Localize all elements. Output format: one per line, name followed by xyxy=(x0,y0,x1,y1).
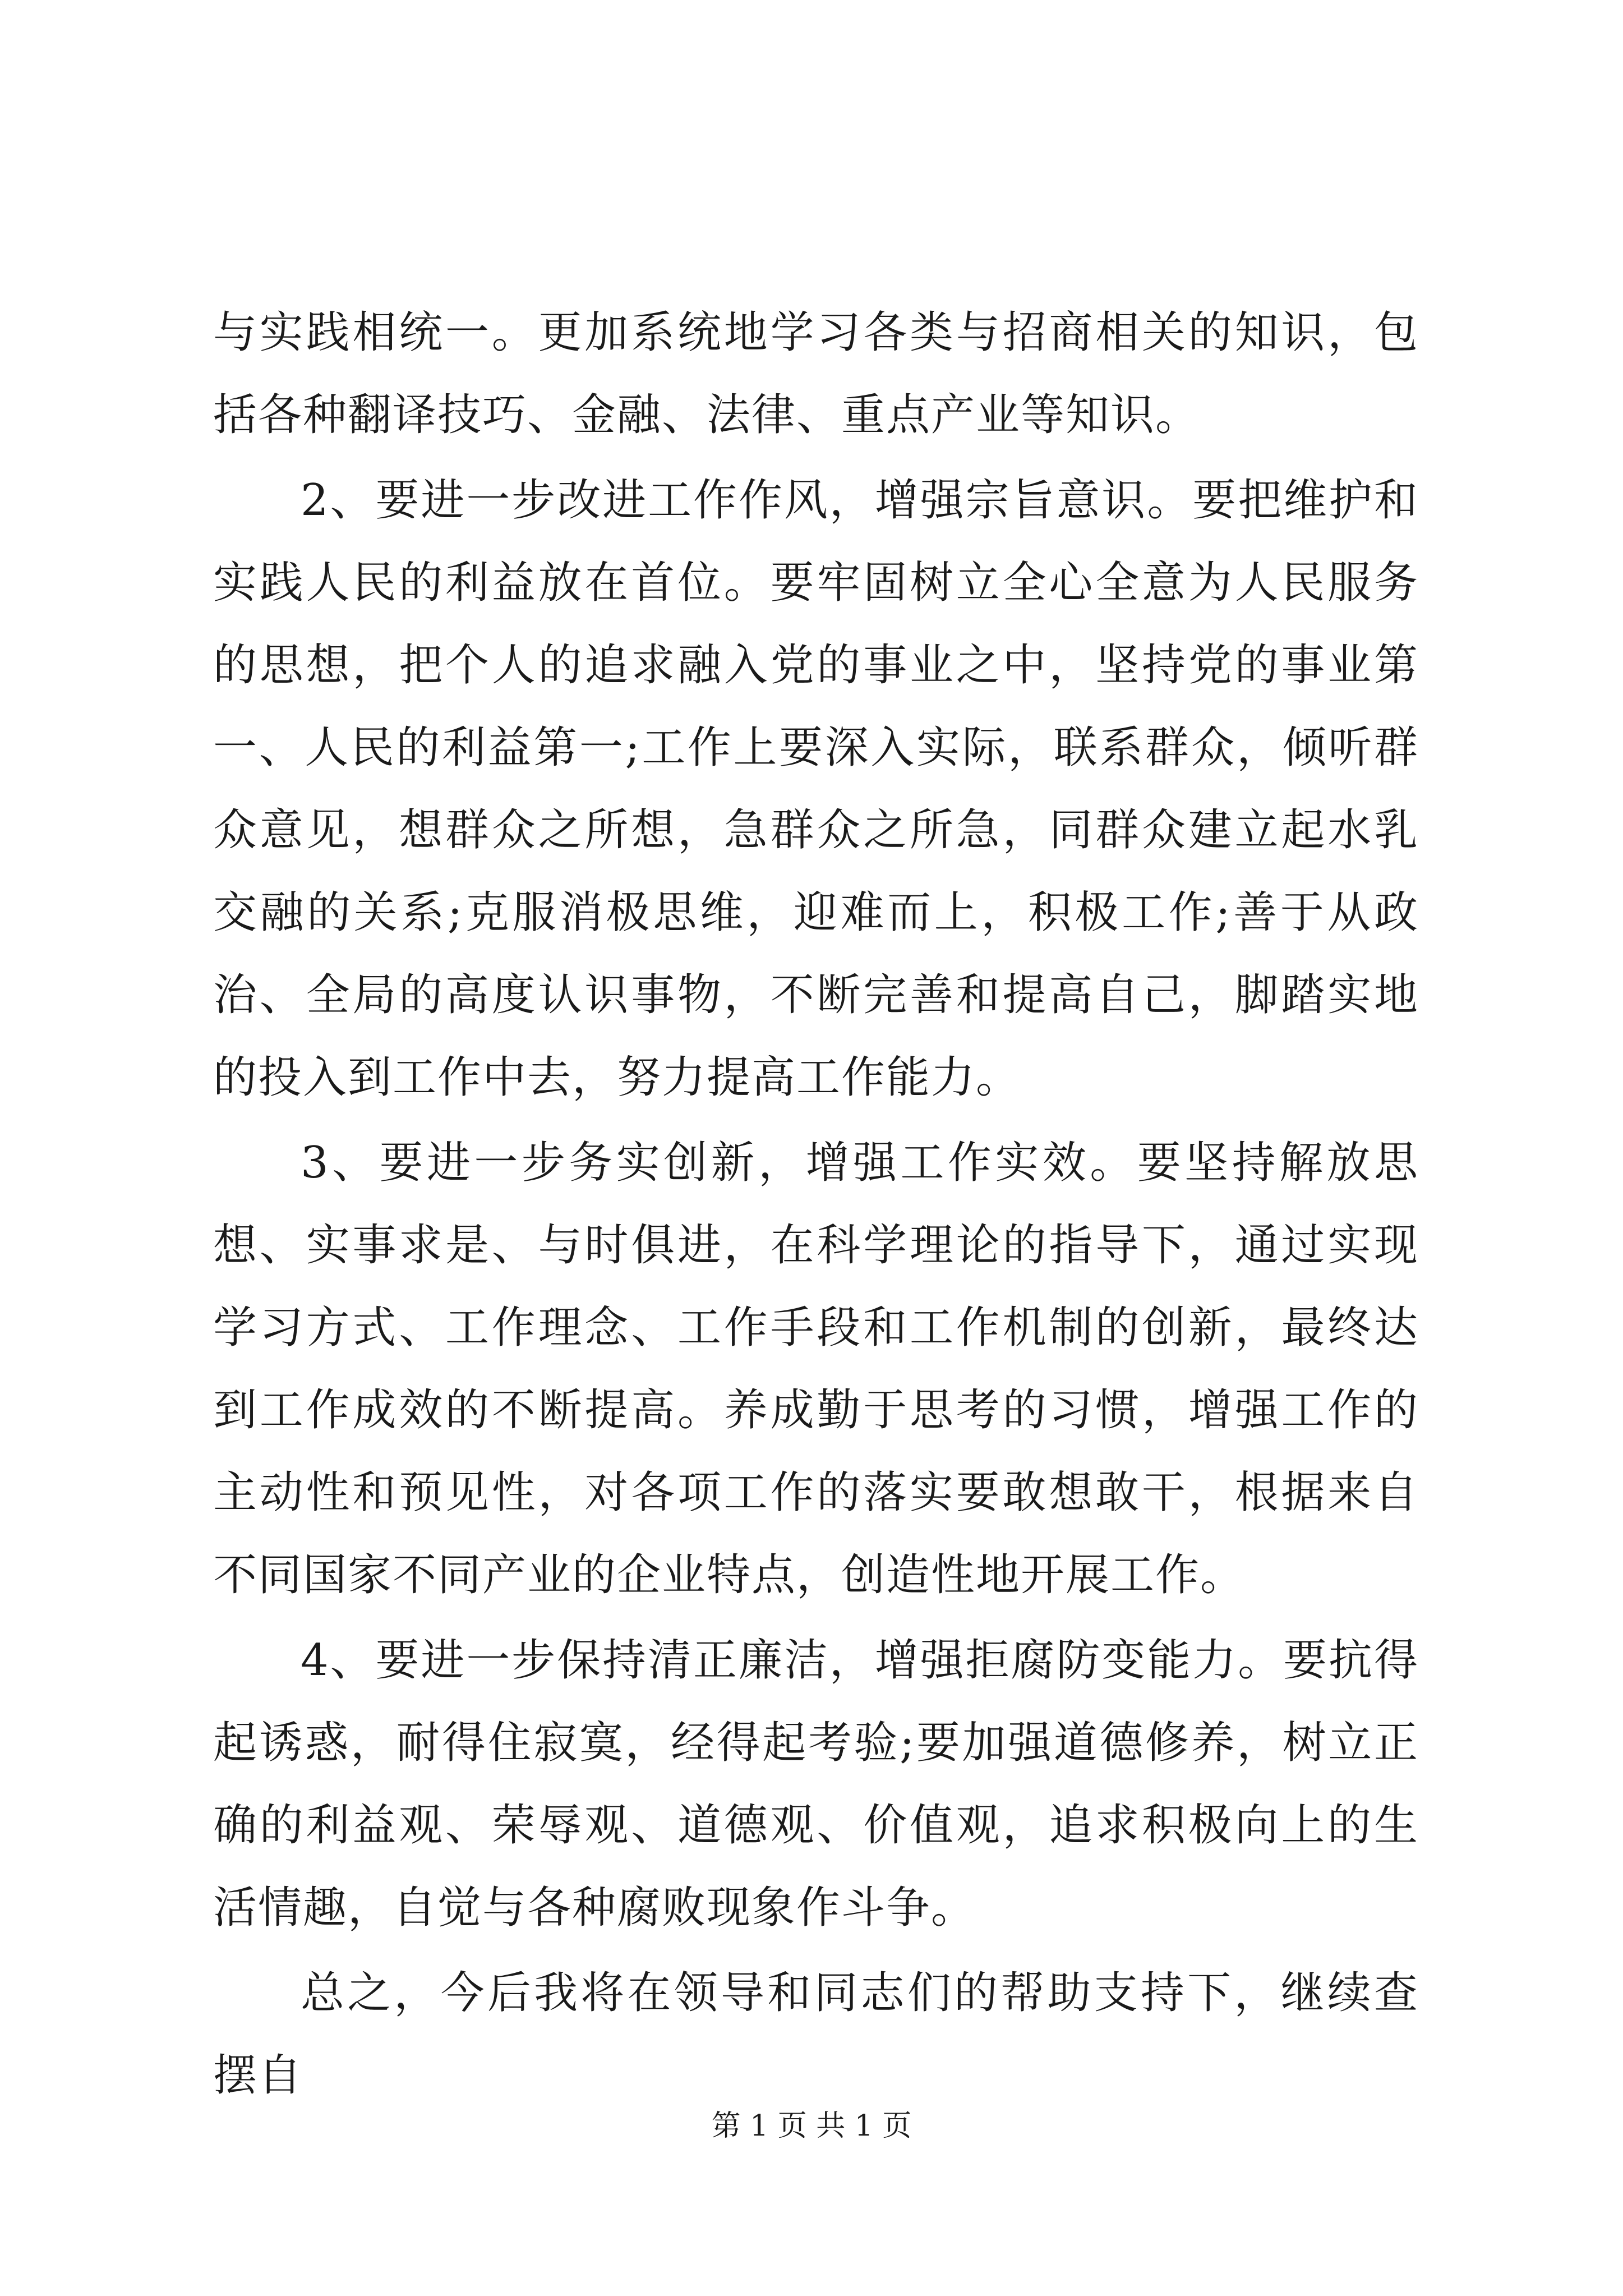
paragraph-2: 2、要进一步改进工作作风，增强宗旨意识。要把维护和实践人民的利益放在首位。要牢固树立全心全意为人民服务的思想，把个人的追求融入党的事业之中，坚持党的事业第一、人民的利益第一;工作上要深入实际，联系群众，倾听群众意见，想群众之所想，急群众之所急，同群众建立起水乳交融的关系;克服消极思维，迎难而上，积极工作;善于从政治、全局的高度认识事物，不断完善和提高自己，脚踏实地的投入到工作中去，努力提高工作能力。 xyxy=(213,475,1419,1103)
paragraph-3: 3、要进一步务实创新，增强工作实效。要坚持解放思想、实事求是、与时俱进，在科学理论的指导下，通过实现学习方式、工作理念、工作手段和工作机制的创新，最终达到工作成效的不断提高。养成勤于思考的习惯，增强工作的主动性和预见性，对各项工作的落实要敢想敢干，根据来自不同国家不同产业的企业特点，创造性地开展工作。 xyxy=(213,1138,1419,1600)
paragraph-5: 总之，今后我将在领导和同志们的帮助支持下，继续查摆自 xyxy=(213,1968,1419,2101)
document-body xyxy=(213,292,1419,2120)
page-footer xyxy=(0,2106,1623,2146)
paragraph-1: 与实践相统一。更加系统地学习各类与招商相关的知识，包括各种翻译技巧、金融、法律、重点产业等知识。 xyxy=(213,307,1419,440)
paragraph-4: 4、要进一步保持清正廉洁，增强拒腐防变能力。要抗得起诱惑，耐得住寂寞，经得起考验;要加强道德修养，树立正确的利益观、荣辱观、道德观、价值观，追求积极向上的生活情趣，自觉与各种腐败现象作斗争。 xyxy=(213,1635,1419,1933)
page-number-label: 第 1 页 共 1 页 xyxy=(711,2109,912,2143)
